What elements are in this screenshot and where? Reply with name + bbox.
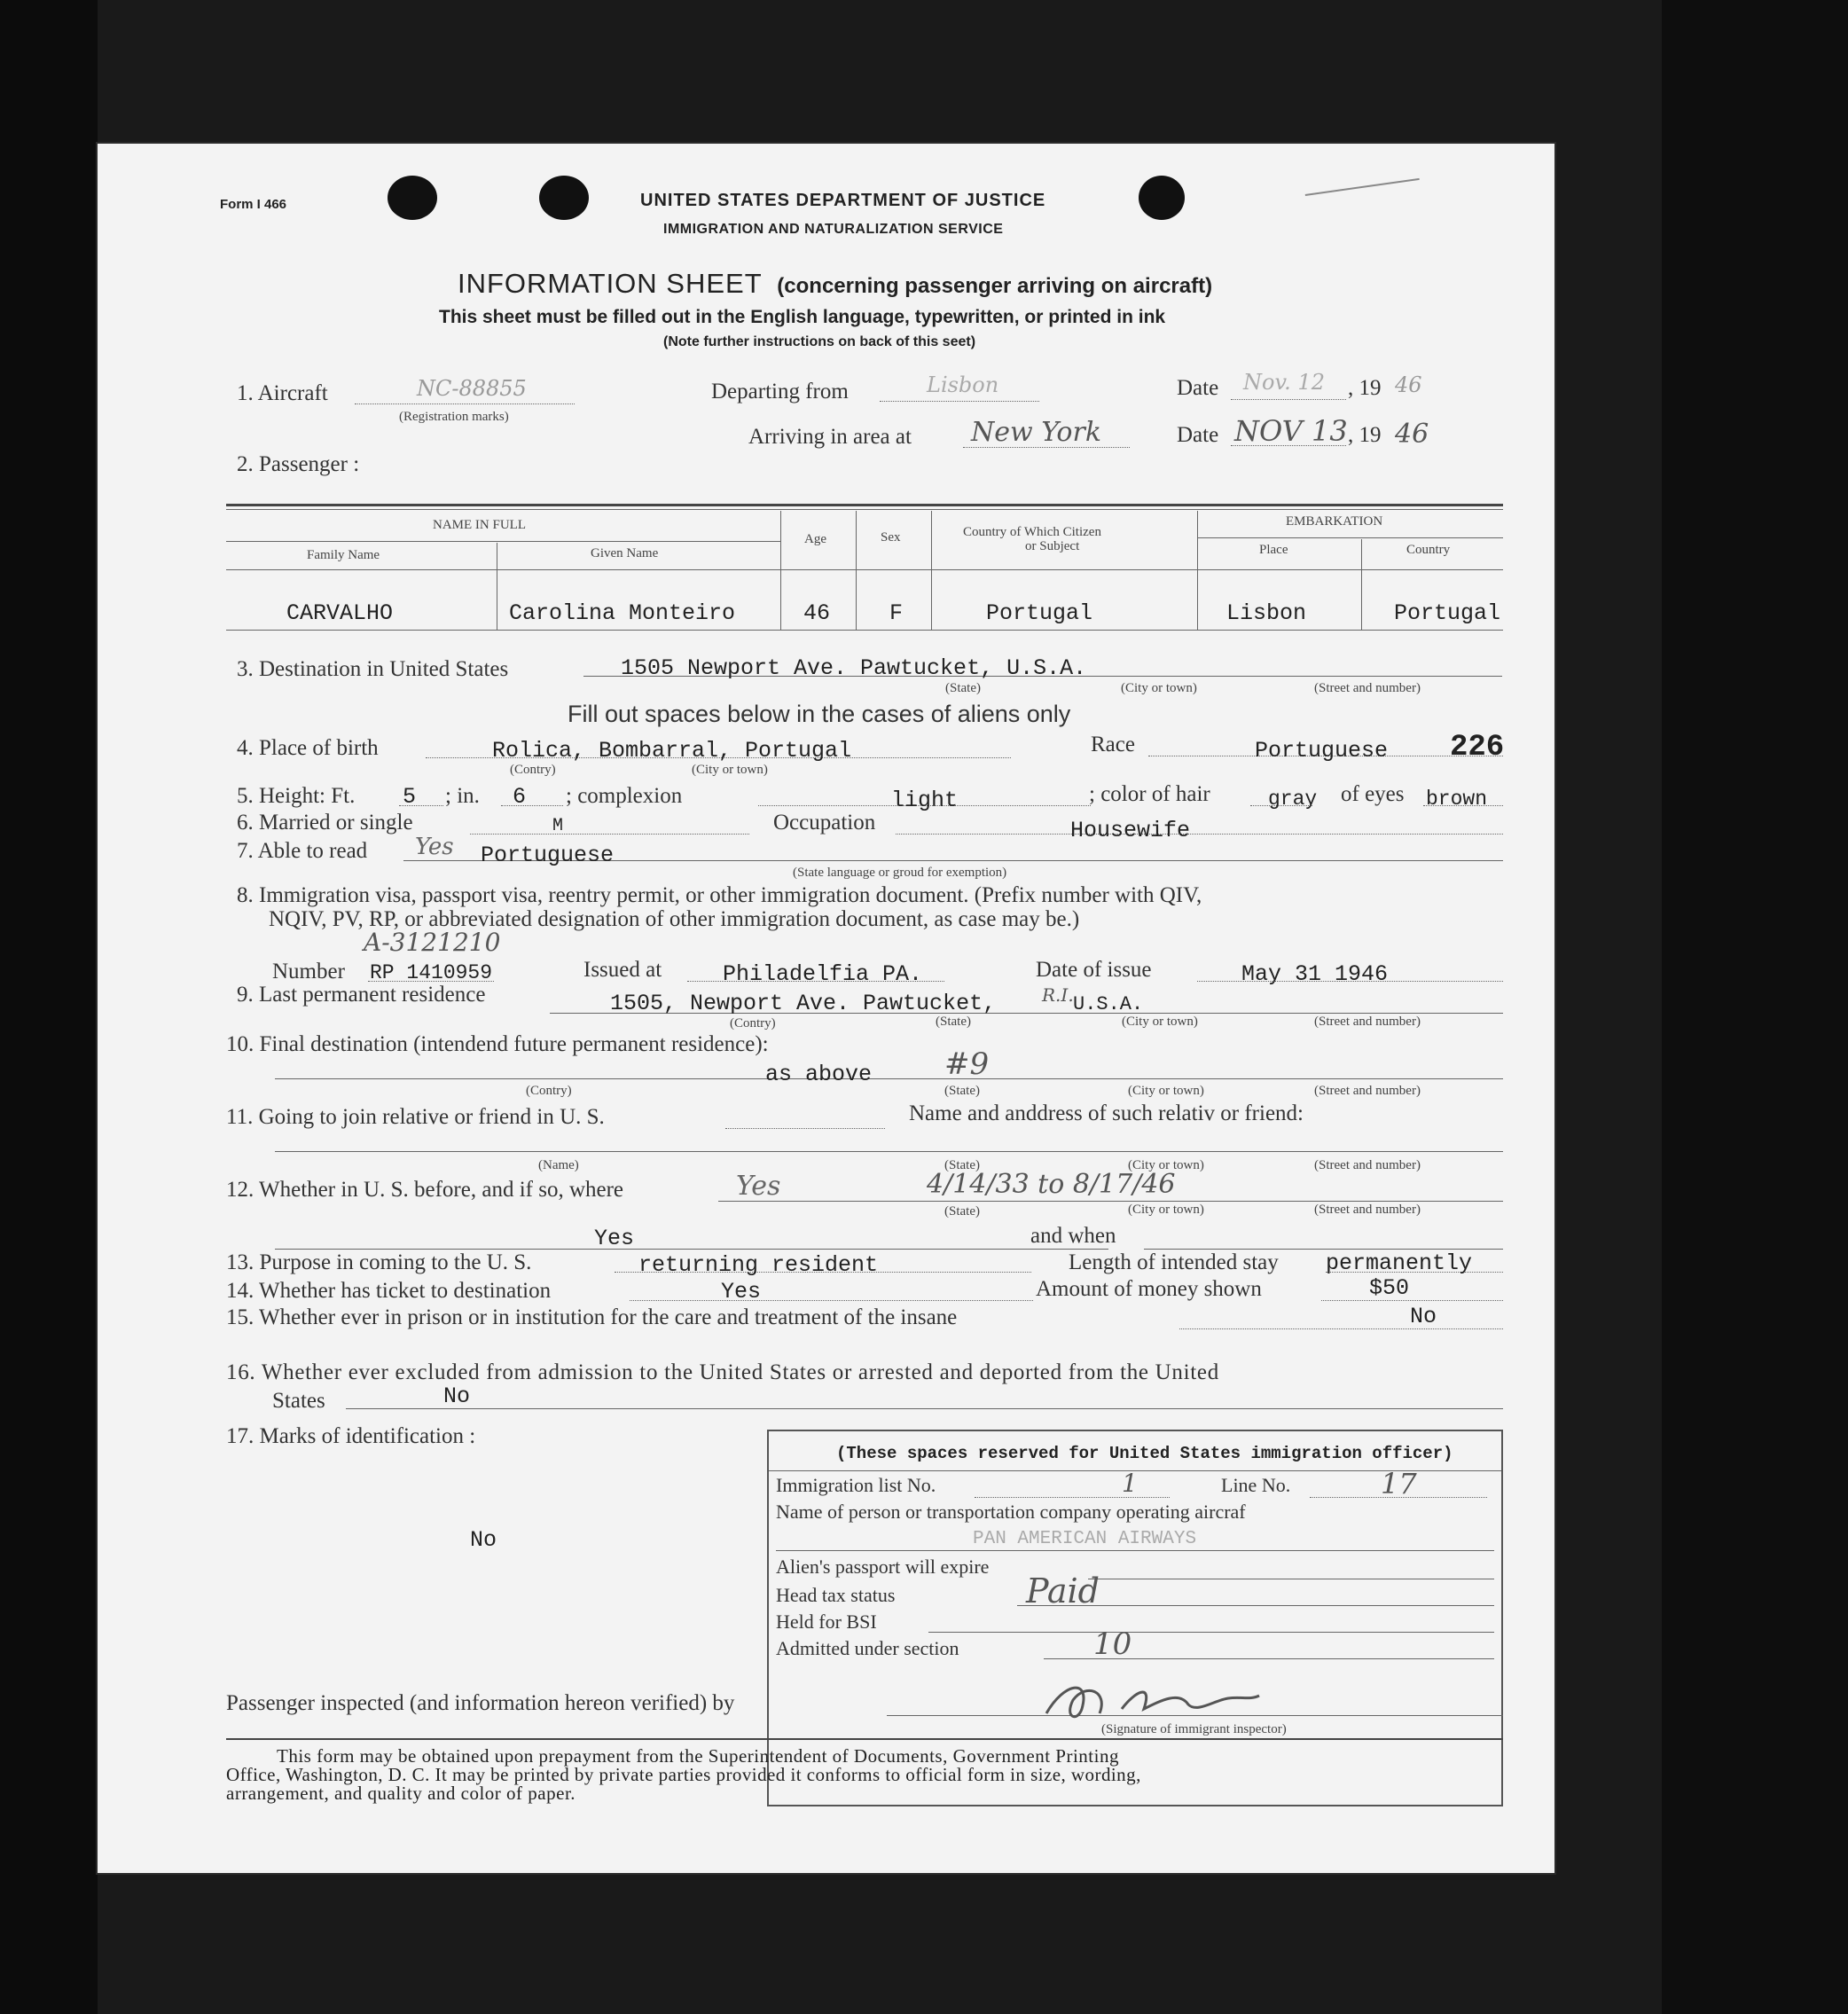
year2-suffix: 46	[1395, 419, 1429, 450]
joining-sub-city: (City or town)	[1128, 1158, 1204, 1172]
prison-label: 15. Whether ever in prison or in institution for the care and treatment of the insane	[226, 1305, 958, 1329]
visa-number-value: RP 1410959	[370, 961, 493, 984]
joining-line	[725, 1128, 885, 1129]
marital-line	[470, 834, 749, 835]
col-div-2	[780, 511, 781, 630]
marks-value: No	[470, 1527, 497, 1553]
officer-box-title: (These spaces reserved for United States immigration officer)	[836, 1444, 1453, 1463]
joining-sub-name: (Name)	[538, 1158, 579, 1172]
instruction-note: (Note further instructions on back of this seet)	[663, 334, 976, 349]
footer-line2: Office, Washington, D. C. It may be printed by private parties provided it conforms to official form in size, wording,	[226, 1764, 1141, 1785]
excluded-label-line2: States	[272, 1389, 325, 1413]
eyes-value: brown	[1426, 788, 1488, 811]
residence-value-end: U.S.A.	[1073, 993, 1144, 1015]
passenger-label: 2. Passenger :	[237, 452, 360, 476]
previous-when-label: and when	[1030, 1224, 1116, 1248]
document-page	[98, 144, 1554, 1873]
residence-sub-state: (State)	[936, 1015, 971, 1029]
date1-line	[1231, 399, 1346, 400]
th-country-line1: Country of Which Citizen	[963, 525, 1101, 539]
operator-line	[776, 1550, 1494, 1551]
visa-issued-label: Issued at	[583, 958, 662, 982]
purpose-label: 13. Purpose in coming to the U. S.	[226, 1250, 532, 1274]
prison-value: No	[1410, 1304, 1437, 1329]
final-dest-sub-street: (Street and number)	[1314, 1084, 1421, 1098]
th-family-name: Family Name	[307, 548, 380, 562]
read-value: Portuguese	[481, 842, 615, 868]
aliens-note: Fill out spaces below in the cases of aliens only	[568, 701, 1071, 727]
money-label: Amount of money shown	[1036, 1277, 1262, 1301]
visa-handwritten-number: A-3121210	[364, 928, 501, 957]
visa-label-line1: 8. Immigration visa, passport visa, reentry permit, or other immigration document. (Prefix number with QIV,	[237, 883, 1202, 907]
arriving-value: New York	[971, 417, 1101, 448]
punch-hole-1	[388, 176, 437, 220]
verification-sublabel: (Signature of immigrant inspector)	[1101, 1722, 1287, 1736]
line-no-value: 17	[1381, 1467, 1417, 1501]
aircraft-sublabel: (Registration marks)	[399, 410, 509, 424]
sheet-title	[458, 268, 1212, 300]
excluded-line	[346, 1408, 1503, 1409]
inches-line	[501, 805, 563, 806]
final-dest-value: as above	[765, 1062, 873, 1087]
operator-label: Name of person or transportation company operating aircraf	[776, 1501, 1246, 1523]
final-dest-label: 10. Final destination (intendend future permanent residence):	[226, 1032, 769, 1056]
read-label: 7. Able to read	[237, 839, 368, 863]
residence-sub-city: (City or town)	[1122, 1015, 1198, 1029]
footer-rule	[226, 1738, 1503, 1740]
previous-when-line	[1144, 1249, 1503, 1250]
previous-line	[718, 1201, 1503, 1202]
visa-number-label: Number	[272, 960, 345, 983]
birth-label: 4. Place of birth	[237, 736, 379, 760]
arriving-label: Arriving in area at	[748, 425, 912, 449]
th-sex: Sex	[881, 530, 901, 545]
form-number: Form I 466	[220, 197, 287, 212]
final-dest-sub-state: (State)	[944, 1084, 980, 1098]
marital-value: M	[552, 816, 564, 836]
ticket-line	[630, 1300, 1033, 1301]
department-title: UNITED STATES DEPARTMENT OF JUSTICE	[640, 191, 1046, 210]
scan-border-left	[0, 0, 98, 2014]
stay-label: Length of intended stay	[1069, 1250, 1279, 1274]
passport-expire-label: Alien's passport will expire	[776, 1556, 990, 1578]
prison-line	[1179, 1328, 1503, 1329]
table-top-rule	[226, 504, 1503, 506]
joining-label: 11. Going to join relative or friend in U. S.	[226, 1105, 605, 1129]
birth-sub-city: (City or town)	[692, 763, 768, 777]
table-top-rule-2	[226, 509, 1503, 510]
col-div-3	[856, 511, 857, 630]
birth-value: Rolica, Bombarral, Portugal	[492, 738, 852, 764]
emb-place-value: Lisbon	[1226, 600, 1307, 626]
emb-country-value: Portugal	[1394, 600, 1501, 626]
excluded-label-line1: 16. Whether ever excluded from admission to the United States or arrested and deported from the United	[226, 1360, 1219, 1384]
joining-sub-state: (State)	[944, 1158, 980, 1172]
table-header-divider	[226, 541, 780, 542]
operator-value: PAN AMERICAN AIRWAYS	[973, 1529, 1197, 1549]
residence-sub-country: (Contry)	[730, 1016, 776, 1031]
col-div-6	[1361, 539, 1362, 630]
ticket-label: 14. Whether has ticket to destination	[226, 1279, 552, 1303]
feet-value: 5	[403, 784, 417, 810]
list-no-line	[975, 1497, 1170, 1498]
scan-border-right	[1662, 0, 1848, 2014]
final-dest-sub-city: (City or town)	[1128, 1084, 1204, 1098]
visa-label-line2: NQIV, PV, RP, or abbreviated designation of other immigration document, as case may be.)	[269, 907, 1080, 931]
race-label: Race	[1091, 733, 1135, 756]
complexion-label: ; complexion	[566, 784, 683, 808]
occupation-line	[896, 834, 1503, 835]
date1-value: Nov. 12	[1243, 370, 1325, 395]
departing-line	[880, 401, 1039, 402]
punch-hole-2	[539, 176, 589, 220]
date2-label: Date	[1177, 423, 1219, 447]
th-embarkation: EMBARKATION	[1286, 514, 1383, 529]
previous-handwritten-dates: 4/14/33 to 8/17/46	[927, 1169, 1176, 1200]
list-no-value: 1	[1122, 1469, 1138, 1498]
year2-prefix: , 19	[1348, 423, 1382, 447]
bsi-line	[928, 1632, 1494, 1633]
sheet-title-note: (concerning passenger arriving on aircraft)	[777, 274, 1213, 298]
th-country: Country	[1406, 543, 1451, 557]
previous-sub-street: (Street and number)	[1314, 1203, 1421, 1217]
table-header-bottom	[226, 569, 1503, 570]
final-dest-handwritten: #9	[944, 1046, 990, 1082]
final-dest-line	[275, 1078, 1503, 1079]
residence-sub-street: (Street and number)	[1314, 1015, 1421, 1029]
table-emb-divider	[1197, 537, 1503, 538]
occupation-label: Occupation	[773, 811, 876, 835]
destination-value: 1505 Newport Ave. Pawtucket, U.S.A.	[621, 655, 1087, 681]
aircraft-value: NC-88855	[417, 376, 527, 401]
instruction-text: This sheet must be filled out in the English language, typewritten, or printed in ink	[439, 307, 1166, 327]
sheet-title-main: INFORMATION SHEET	[458, 268, 763, 299]
previous-label: 12. Whether in U. S. before, and if so, where	[226, 1178, 624, 1202]
table-bottom-rule	[226, 630, 1503, 631]
given-name-value: Carolina Monteiro	[509, 600, 736, 626]
headtax-label: Head tax status	[776, 1584, 896, 1606]
joining-addr-line	[275, 1151, 1503, 1152]
destination-sub-state: (State)	[945, 681, 981, 695]
pencil-mark	[1303, 162, 1420, 196]
aircraft-label: 1. Aircraft	[237, 381, 328, 405]
inches-label: ; in.	[445, 784, 480, 808]
previous-where-line	[275, 1249, 1108, 1250]
th-given-name: Given Name	[591, 546, 659, 560]
height-label: 5. Height: Ft.	[237, 784, 356, 808]
line-no-label: Line No.	[1221, 1474, 1291, 1496]
complexion-value: light	[891, 788, 959, 813]
headtax-value: Paid	[1026, 1571, 1100, 1610]
date2-value: NOV 13	[1234, 414, 1348, 448]
age-value: 46	[803, 600, 831, 626]
sex-value: F	[889, 600, 904, 626]
money-line	[1321, 1300, 1503, 1301]
visa-issued-value: Philadelfia PA.	[723, 961, 923, 987]
date1-label: Date	[1177, 376, 1219, 400]
visa-date-value: May 31 1946	[1241, 961, 1389, 987]
final-dest-sub-country: (Contry)	[526, 1084, 572, 1098]
ticket-value: Yes	[721, 1279, 762, 1305]
section-value: 10	[1093, 1626, 1132, 1662]
section-label: Admitted under section	[776, 1637, 959, 1659]
citizen-value: Portugal	[986, 600, 1093, 626]
read-sublabel: (State language or groud for exemption)	[793, 866, 1007, 880]
th-place: Place	[1259, 543, 1288, 557]
destination-sub-city: (City or town)	[1121, 681, 1197, 695]
money-value: $50	[1369, 1275, 1410, 1301]
previous-value: Yes	[594, 1226, 635, 1251]
eyes-label: of eyes	[1341, 782, 1405, 806]
year1-suffix: 46	[1395, 372, 1422, 397]
purpose-value: returning resident	[638, 1252, 879, 1278]
footer-line1: This form may be obtained upon prepayment from the Superintendent of Documents, Government Printing	[277, 1745, 1119, 1767]
previous-sub-city: (City or town)	[1128, 1203, 1204, 1217]
residence-label: 9. Last permanent residence	[237, 983, 486, 1007]
th-country-line2: or Subject	[1025, 539, 1080, 553]
occupation-value: Housewife	[1070, 818, 1191, 843]
hair-value: gray	[1268, 788, 1318, 811]
joining-sub-street: (Street and number)	[1314, 1158, 1421, 1172]
destination-sub-street: (Street and number)	[1314, 681, 1421, 695]
family-name-value: CARVALHO	[286, 600, 394, 626]
year1-prefix: , 19	[1348, 376, 1382, 400]
previous-handwritten: Yes	[736, 1171, 781, 1202]
col-div-5	[1197, 511, 1198, 630]
inches-value: 6	[513, 784, 527, 810]
th-age: Age	[804, 532, 826, 546]
previous-sub-state: (State)	[944, 1204, 980, 1219]
destination-label: 3. Destination in United States	[237, 657, 509, 681]
birth-sub-country: (Contry)	[510, 763, 556, 777]
read-handwritten: Yes	[415, 834, 454, 860]
bsi-label: Held for BSI	[776, 1610, 877, 1633]
verification-label: Passenger inspected (and information hereon verified) by	[226, 1691, 735, 1715]
th-name-in-full: NAME IN FULL	[433, 518, 526, 532]
excluded-value: No	[443, 1383, 471, 1409]
list-no-label: Immigration list No.	[776, 1474, 936, 1496]
residence-handwritten: R.I.	[1042, 984, 1074, 1006]
race-value: Portuguese	[1255, 738, 1389, 764]
departing-value: Lisbon	[927, 372, 999, 397]
visa-date-label: Date of issue	[1036, 958, 1152, 982]
marital-label: 6. Married or single	[237, 811, 413, 835]
stay-value: permanently	[1326, 1250, 1473, 1276]
hair-label: ; color of hair	[1089, 782, 1210, 806]
inspector-signature	[1038, 1673, 1268, 1727]
service-title: IMMIGRATION AND NATURALIZATION SERVICE	[663, 222, 1004, 237]
joining-name-label: Name and anddress of such relativ or friend:	[909, 1101, 1304, 1125]
race-code: 226	[1450, 731, 1505, 764]
departing-label: Departing from	[711, 380, 849, 404]
punch-hole-3	[1139, 176, 1185, 220]
footer-line3: arrangement, and quality and color of paper.	[226, 1783, 576, 1804]
residence-value: 1505, Newport Ave. Pawtucket,	[610, 991, 997, 1016]
col-div-4	[931, 511, 932, 630]
marks-label: 17. Marks of identification :	[226, 1424, 476, 1448]
